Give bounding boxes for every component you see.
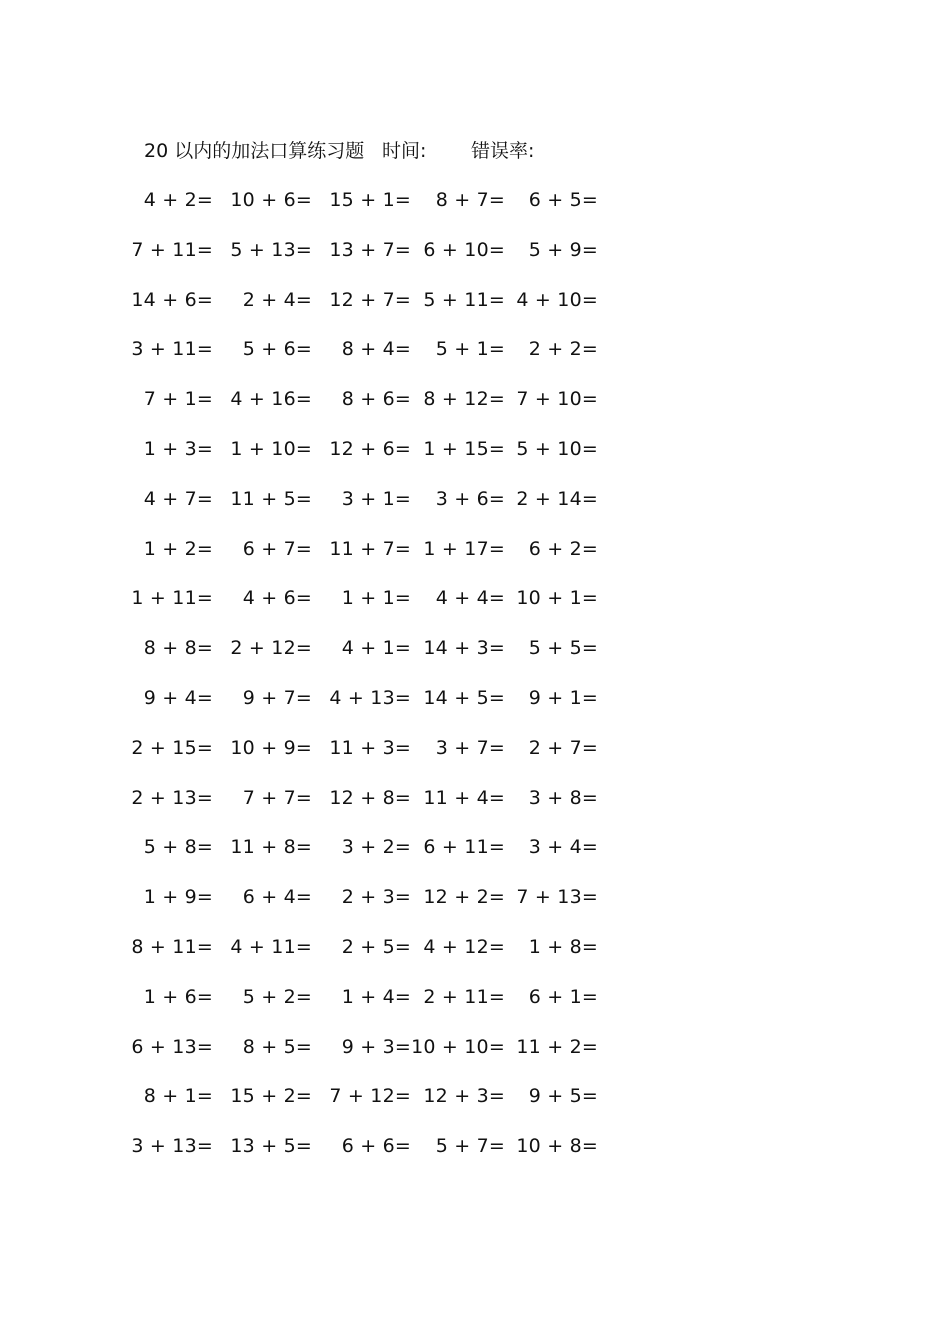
error-rate-label: 错误率: — [471, 140, 535, 162]
problem-cell: 13 + 5= — [230, 1135, 312, 1158]
problem-row — [0, 634, 950, 662]
problem-row — [0, 933, 950, 961]
problem-cell: 4 + 13= — [329, 687, 411, 709]
problem-cell: 8 + 4= — [341, 338, 411, 361]
problem-cell: 7 + 1= — [143, 388, 213, 411]
problem-row — [0, 385, 950, 413]
problem-cell: 9 + 7= — [242, 687, 312, 709]
problem-row — [0, 1033, 950, 1061]
problem-row — [0, 335, 950, 363]
problem-cell: 2 + 15= — [131, 736, 213, 759]
problem-row — [0, 236, 950, 264]
problem-cell: 5 + 10= — [516, 438, 598, 460]
problem-cell: 5 + 8= — [143, 836, 213, 859]
problem-cell: 11 + 2= — [516, 1035, 598, 1058]
problem-cell: 5 + 6= — [242, 338, 312, 361]
problem-row — [0, 1082, 950, 1110]
problem-cell: 4 + 4= — [435, 587, 505, 610]
problem-cell: 1 + 10= — [230, 438, 312, 460]
worksheet-title: 20 以内的加法口算练习题 — [144, 140, 365, 162]
problem-cell: 3 + 1= — [341, 487, 411, 510]
problem-row — [0, 983, 950, 1011]
problem-cell: 7 + 13= — [516, 886, 598, 909]
problem-cell: 5 + 13= — [230, 238, 312, 261]
problem-cell: 10 + 8= — [516, 1135, 598, 1158]
problem-cell: 9 + 3= — [341, 1035, 411, 1058]
problem-cell: 12 + 8= — [329, 786, 411, 809]
problem-row — [0, 784, 950, 812]
problem-cell: 11 + 8= — [230, 836, 312, 859]
problem-cell: 2 + 7= — [528, 736, 598, 759]
problem-cell: 2 + 12= — [230, 637, 312, 660]
problem-cell: 9 + 1= — [528, 687, 598, 709]
problem-row — [0, 286, 950, 314]
problem-row — [0, 1132, 950, 1160]
problem-cell: 4 + 10= — [516, 288, 598, 311]
problem-cell: 9 + 5= — [528, 1085, 598, 1108]
problem-cell: 3 + 4= — [528, 836, 598, 859]
problem-cell: 5 + 5= — [528, 637, 598, 660]
problem-cell: 4 + 12= — [423, 936, 505, 958]
problem-cell: 11 + 5= — [230, 487, 312, 510]
problem-cell: 4 + 7= — [143, 487, 213, 510]
problem-row — [0, 684, 950, 712]
problem-row — [0, 435, 950, 463]
problem-cell: 11 + 3= — [329, 736, 411, 759]
problem-cell: 13 + 7= — [329, 238, 411, 261]
problem-cell: 10 + 1= — [516, 587, 598, 610]
problem-cell: 6 + 13= — [131, 1035, 213, 1058]
problem-cell: 3 + 8= — [528, 786, 598, 809]
problem-cell: 1 + 2= — [143, 537, 213, 560]
problem-cell: 8 + 6= — [341, 388, 411, 411]
problem-cell: 6 + 4= — [242, 886, 312, 909]
problem-cell: 8 + 11= — [131, 936, 213, 958]
problem-cell: 14 + 3= — [423, 637, 505, 660]
problem-row — [0, 535, 950, 563]
problem-cell: 10 + 6= — [230, 189, 312, 211]
time-label: 时间: — [382, 140, 427, 162]
problem-cell: 1 + 8= — [528, 936, 598, 958]
problem-cell: 6 + 10= — [423, 238, 505, 261]
problem-cell: 11 + 4= — [423, 786, 505, 809]
problem-cell: 4 + 16= — [230, 388, 312, 411]
problem-cell: 9 + 4= — [143, 687, 213, 709]
problem-cell: 4 + 11= — [230, 936, 312, 958]
problem-cell: 4 + 2= — [143, 189, 213, 211]
problem-cell: 15 + 2= — [230, 1085, 312, 1108]
problem-cell: 2 + 13= — [131, 786, 213, 809]
problem-row — [0, 833, 950, 861]
problem-cell: 14 + 6= — [131, 288, 213, 311]
problem-row — [0, 883, 950, 911]
problem-cell: 1 + 15= — [423, 438, 505, 460]
problem-cell: 7 + 10= — [516, 388, 598, 411]
problem-cell: 8 + 12= — [423, 388, 505, 411]
problem-cell: 12 + 6= — [329, 438, 411, 460]
problem-cell: 2 + 2= — [528, 338, 598, 361]
problem-cell: 10 + 9= — [230, 736, 312, 759]
problem-cell: 5 + 2= — [242, 985, 312, 1008]
problem-cell: 2 + 3= — [341, 886, 411, 909]
problem-cell: 8 + 1= — [143, 1085, 213, 1108]
problem-cell: 5 + 9= — [528, 238, 598, 261]
problem-cell: 11 + 7= — [329, 537, 411, 560]
problem-cell: 3 + 7= — [435, 736, 505, 759]
problem-row — [0, 485, 950, 513]
problem-cell: 2 + 11= — [423, 985, 505, 1008]
problem-cell: 1 + 4= — [341, 985, 411, 1008]
problem-cell: 6 + 6= — [341, 1135, 411, 1158]
problem-row — [0, 734, 950, 762]
problem-cell: 15 + 1= — [329, 189, 411, 211]
problem-cell: 5 + 1= — [435, 338, 505, 361]
problem-cell: 4 + 1= — [341, 637, 411, 660]
problem-cell: 1 + 1= — [341, 587, 411, 610]
problem-cell: 8 + 8= — [143, 637, 213, 660]
problem-cell: 2 + 4= — [242, 288, 312, 311]
problem-cell: 3 + 13= — [131, 1135, 213, 1158]
problem-cell: 7 + 11= — [131, 238, 213, 261]
problem-cell: 1 + 9= — [143, 886, 213, 909]
problem-cell: 6 + 11= — [423, 836, 505, 859]
problem-cell: 8 + 5= — [242, 1035, 312, 1058]
problem-cell: 6 + 2= — [528, 537, 598, 560]
problem-cell: 4 + 6= — [242, 587, 312, 610]
problem-cell: 3 + 6= — [435, 487, 505, 510]
problem-cell: 2 + 5= — [341, 936, 411, 958]
problem-cell: 12 + 2= — [423, 886, 505, 909]
problem-cell: 3 + 2= — [341, 836, 411, 859]
problem-cell: 8 + 7= — [435, 189, 505, 211]
problem-cell: 1 + 17= — [423, 537, 505, 560]
problem-row — [0, 186, 950, 214]
problem-cell: 14 + 5= — [423, 687, 505, 709]
problem-cell: 1 + 3= — [143, 438, 213, 460]
problem-cell: 6 + 5= — [528, 189, 598, 211]
problem-cell: 6 + 7= — [242, 537, 312, 560]
problem-cell: 7 + 7= — [242, 786, 312, 809]
problem-cell: 10 + 10= — [411, 1035, 505, 1058]
problem-cell: 3 + 11= — [131, 338, 213, 361]
problem-cell: 12 + 3= — [423, 1085, 505, 1108]
problem-row — [0, 584, 950, 612]
problem-cell: 5 + 11= — [423, 288, 505, 311]
problem-cell: 6 + 1= — [528, 985, 598, 1008]
problem-cell: 1 + 11= — [131, 587, 213, 610]
problem-cell: 1 + 6= — [143, 985, 213, 1008]
problem-cell: 2 + 14= — [516, 487, 598, 510]
problem-cell: 7 + 12= — [329, 1085, 411, 1108]
problem-cell: 12 + 7= — [329, 288, 411, 311]
problem-cell: 5 + 7= — [435, 1135, 505, 1158]
